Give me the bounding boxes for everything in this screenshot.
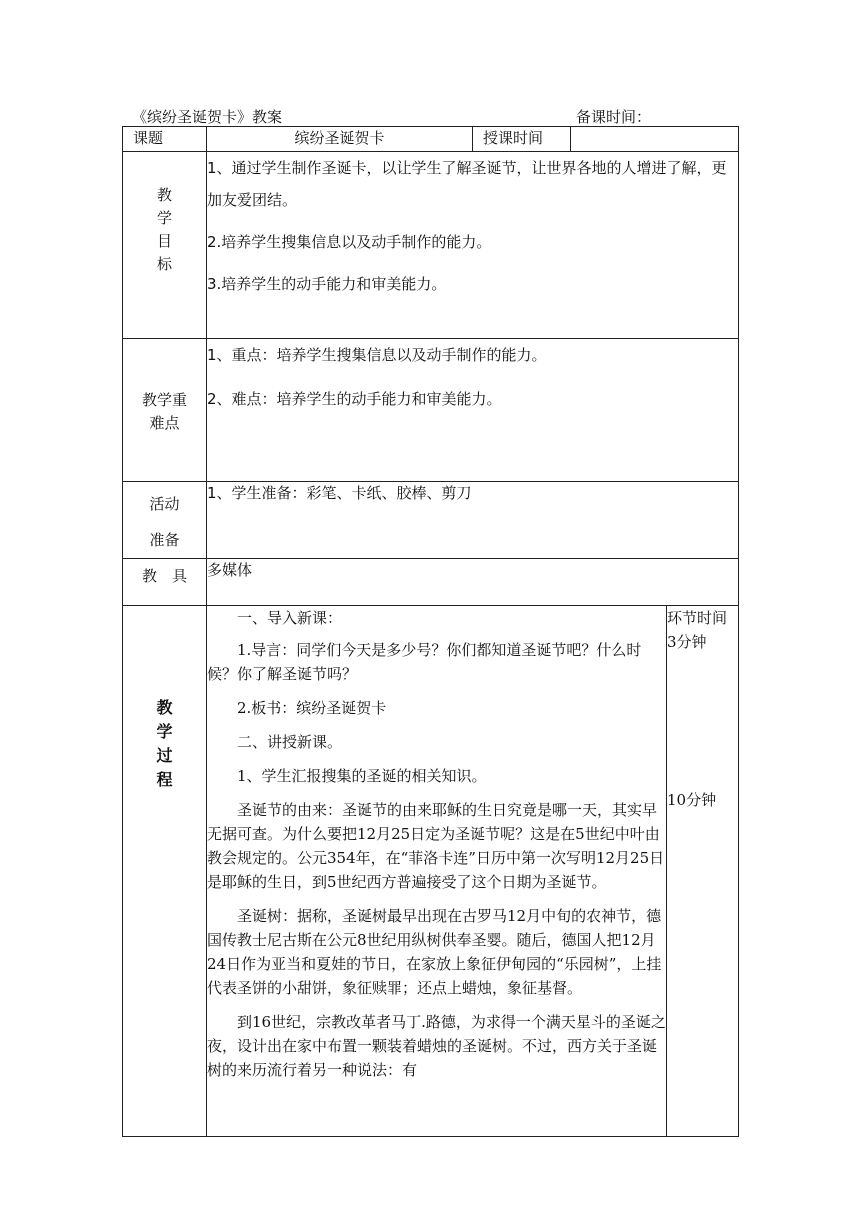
process-paragraph: 圣诞树：据称，圣诞树最早出现在古罗马12月中旬的农神节，德国传教士尼古斯在公元8世纪用纵树供奉圣婴。随后，德国人把12月24日作为亚当和夏娃的节日，在家放上象征伊甸园的“乐园树”，上挂代表圣饼的小甜饼，象征赎罪；还点上蜡烛，象征基督。 [207,907,662,997]
process-paragraph: 二、讲授新课。 [237,733,343,751]
key-point-item: 2、难点：培养学生的动手能力和审美能力。 [207,390,502,408]
topic-label: 课题 [123,127,207,152]
key-label-line: 难点 [149,414,180,432]
stage-time-header: 环节时间 [667,609,728,627]
class-time-label: 授课时间 [473,127,571,152]
process-row [123,606,739,1137]
key-points-row [123,339,739,482]
tools-value: 多媒体 [207,559,739,606]
process-paragraph: 到16世纪，宗教改革者马丁.路德，为求得一个满天星斗的圣诞之夜，设计出在家中布置一颗装着蜡烛的圣诞树。不过，西方关于圣诞树的来历流行着另一种说法：有 [207,1013,666,1079]
key-points-content [207,339,739,482]
goals-row [123,152,739,339]
goals-label-char: 学 [156,209,172,227]
process-paragraph: 1.导言：同学们今天是多少号？你们都知道圣诞节吧？什么时候？你了解圣诞节吗？ [207,641,642,683]
process-label [123,606,207,1137]
stage-time-column [667,606,739,1137]
activity-row [123,482,739,559]
goals-label-char: 目 [156,232,172,250]
activity-label-line: 活动 [149,495,180,513]
topic-row [123,127,739,152]
page-header [124,104,738,126]
stage-time-value: 3分钟 [667,633,707,651]
goals-label-char: 教 [156,186,172,204]
key-points-label [123,339,207,482]
process-content [207,606,667,1137]
prep-time-label: 备课时间： [576,108,652,126]
activity-label-line: 准备 [149,531,180,549]
key-point-item: 1、重点：培养学生搜集信息以及动手制作的能力。 [207,346,547,364]
goal-item: 3.培养学生的动手能力和审美能力。 [207,275,447,293]
goals-content [207,152,739,339]
topic-value: 缤纷圣诞贺卡 [207,127,473,152]
tools-label: 教 具 [123,559,207,606]
activity-content: 1、学生准备：彩笔、卡纸、胶棒、剪刀 [207,482,739,559]
process-label-char: 教 [156,698,173,717]
activity-label [123,482,207,559]
key-label-line: 教学重 [141,391,187,409]
process-paragraph: 一、导入新课： [237,609,343,627]
tools-row [123,559,739,606]
doc-title: 《缤纷圣诞贺卡》教案 [132,108,283,126]
goals-label-char: 标 [156,255,172,273]
process-paragraph: 1、学生汇报搜集的圣诞的相关知识。 [237,767,487,785]
process-label-char: 程 [156,770,173,789]
class-time-value [571,127,739,152]
stage-time-value: 10分钟 [667,791,717,809]
process-label-char: 过 [156,746,173,765]
goal-item: 2.培养学生搜集信息以及动手制作的能力。 [207,233,492,251]
lesson-plan-table [122,126,739,1137]
process-paragraph: 圣诞节的由来：圣诞节的由来耶稣的生日究竟是哪一天，其实早无据可查。为什么要把12月25日定为圣诞节呢？这是在5世纪中叶由教会规定的。公元354年，在“菲洛卡连”日历中第一次写明12月25日是耶稣的生日，到5世纪西方普遍接受了这个日期为圣诞节。 [207,801,665,891]
goal-item: 1、通过学生制作圣诞卡，以让学生了解圣诞节，让世界各地的人增进了解，更加友爱团结。 [207,159,727,209]
process-label-char: 学 [156,722,173,741]
goals-label [123,152,207,339]
process-paragraph: 2.板书：缤纷圣诞贺卡 [237,699,387,717]
